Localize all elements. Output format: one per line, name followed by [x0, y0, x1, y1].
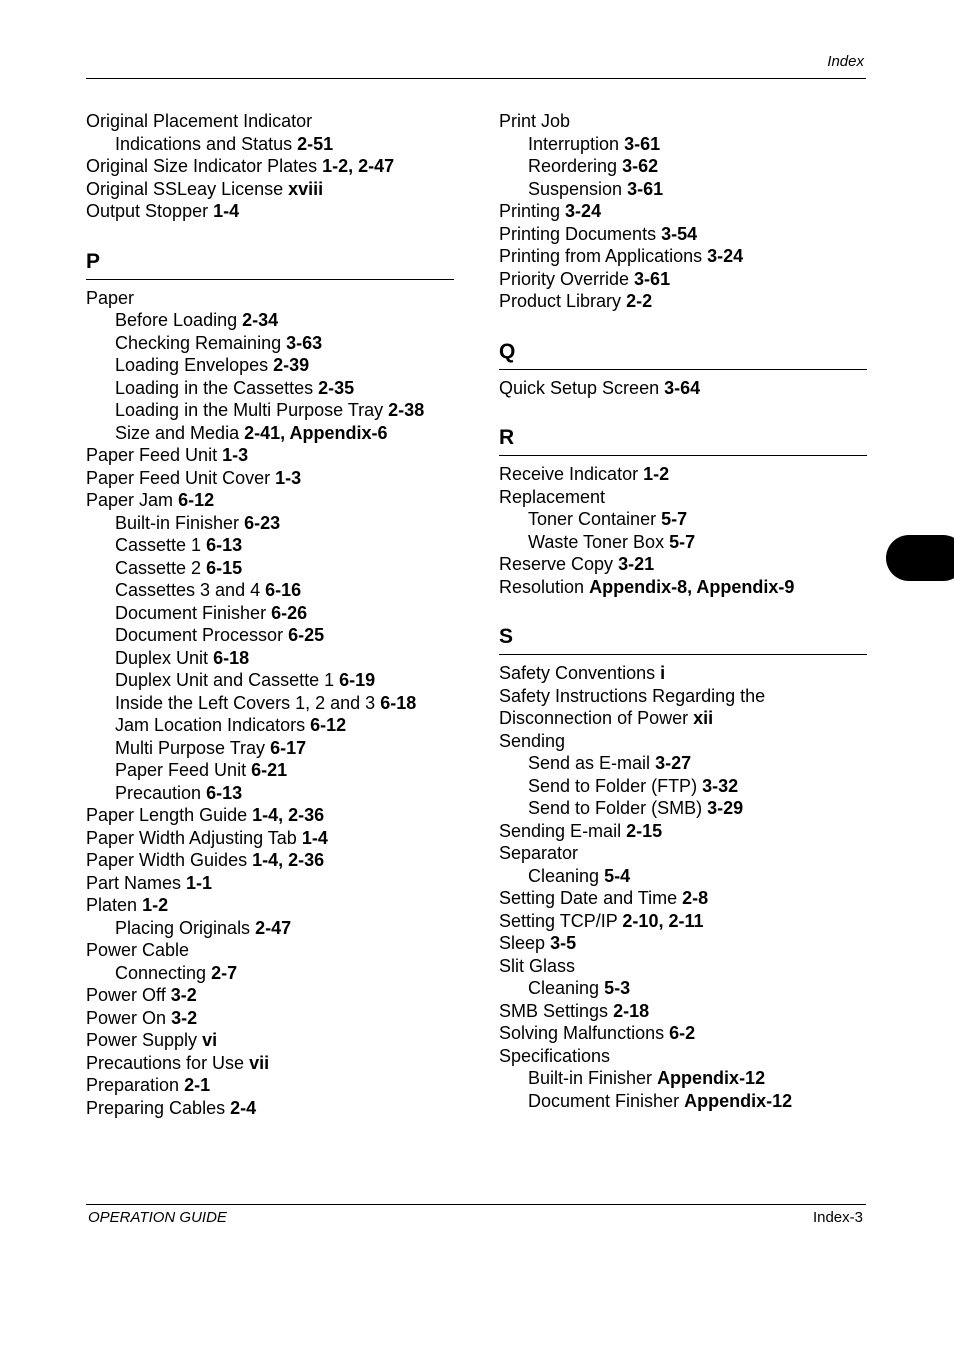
entry-page-ref: 6-2: [669, 1023, 696, 1043]
entry-page-ref: 3-64: [664, 377, 701, 398]
index-entry: [86, 872, 454, 895]
entry-term: Setting TCP/IP: [499, 910, 618, 931]
entry-page-ref: vii: [249, 1052, 270, 1073]
entry-term: Solving Malfunctions: [499, 1023, 665, 1043]
entry-term: Preparing Cables: [86, 1097, 226, 1118]
index-entry: [86, 178, 454, 201]
entry-page-ref: 3-21: [618, 554, 655, 574]
index-subentry: [86, 692, 454, 715]
entry-term: Slit Glass: [499, 955, 576, 976]
entry-page-ref: 6-17: [270, 737, 307, 758]
entry-page-ref: 3-61: [627, 178, 664, 199]
entry-page-ref: 2-10, 2-11: [622, 910, 704, 931]
index-entry: [86, 1007, 454, 1030]
entry-term: Original SSLeay License: [86, 178, 284, 199]
entry-page-ref: 2-8: [682, 888, 709, 908]
footer-page-number: Index-3: [812, 1209, 863, 1226]
index-subentry: [86, 714, 454, 737]
entry-term: Placing Originals: [115, 917, 251, 938]
index-subentry: [499, 178, 867, 201]
entry-term: Cleaning: [528, 865, 600, 886]
index-entry: [499, 245, 867, 268]
entry-term: Part Names: [86, 872, 182, 893]
entry-page-ref: 5-7: [669, 531, 696, 552]
entry-page-ref: 3-27: [655, 753, 692, 773]
index-entry: [86, 444, 454, 467]
index-letter-heading: S: [499, 625, 867, 655]
entry-term: Duplex Unit: [115, 647, 209, 668]
entry-page-ref: 3-62: [622, 156, 659, 176]
entry-term: Safety Instructions Regarding the: [499, 685, 766, 706]
index-subentry: [86, 624, 454, 647]
entry-page-ref: 2-7: [211, 962, 238, 983]
index-subentry: [499, 155, 867, 178]
index-entry: [86, 110, 454, 133]
index-entry: [499, 1000, 867, 1023]
index-entry: [499, 1022, 867, 1045]
entry-term: Waste Toner Box: [528, 531, 665, 552]
entry-page-ref: 5-7: [661, 509, 688, 529]
entry-term: Printing: [499, 201, 561, 221]
entry-term: Interruption: [528, 133, 620, 154]
index-column-right: [499, 110, 867, 1112]
entry-term: Document Processor: [115, 625, 284, 645]
index-entry: [499, 887, 867, 910]
index-subentry: [86, 737, 454, 760]
entry-page-ref: xviii: [288, 178, 324, 199]
index-subentry: [499, 775, 867, 798]
entry-page-ref: 3-63: [286, 332, 323, 353]
entry-page-ref: vi: [202, 1030, 218, 1050]
entry-term: Loading Envelopes: [115, 355, 269, 375]
index-entry: [499, 290, 867, 313]
entry-page-ref: 6-15: [206, 557, 243, 578]
entry-page-ref: 6-12: [178, 490, 215, 510]
index-entry: [499, 707, 867, 730]
index-entry: [499, 223, 867, 246]
entry-page-ref: 5-3: [604, 978, 631, 998]
entry-page-ref: 1-4, 2-36: [252, 805, 325, 825]
entry-page-ref: 2-39: [273, 355, 310, 375]
entry-page-ref: Appendix-8, Appendix-9: [589, 576, 795, 597]
entry-term: SMB Settings: [499, 1000, 609, 1021]
entry-page-ref: 3-61: [624, 133, 661, 154]
entry-term: Loading in the Cassettes: [115, 377, 314, 398]
index-entry: [499, 955, 867, 978]
index-subentry: [499, 865, 867, 888]
entry-term: Product Library: [499, 291, 622, 311]
index-letter-heading: R: [499, 426, 867, 456]
entry-term: Send to Folder (SMB): [528, 798, 703, 818]
index-subentry: [499, 133, 867, 156]
entry-page-ref: 2-47: [255, 917, 292, 938]
index-entry: [86, 894, 454, 917]
entry-term: Cassette 2: [115, 557, 202, 578]
entry-term: Suspension: [528, 178, 623, 199]
index-entry: [499, 576, 867, 599]
index-entry: [86, 200, 454, 223]
index-subentry: [86, 332, 454, 355]
entry-term: Toner Container: [528, 509, 657, 529]
entry-term: Document Finisher: [528, 1090, 680, 1111]
entry-page-ref: 1-2: [142, 895, 169, 915]
entry-term: Indications and Status: [115, 133, 293, 154]
index-entry: [86, 467, 454, 490]
index-entry: [86, 1097, 454, 1120]
entry-term: Printing Documents: [499, 223, 657, 244]
index-subentry: [499, 752, 867, 775]
index-subentry: [86, 422, 454, 445]
index-entry: [499, 730, 867, 753]
entry-page-ref: 2-38: [388, 400, 425, 420]
entry-term: Original Size Indicator Plates: [86, 156, 318, 176]
entry-page-ref: 6-19: [339, 670, 376, 690]
entry-page-ref: 2-34: [242, 310, 279, 330]
index-subentry: [499, 531, 867, 554]
entry-term: Before Loading: [115, 310, 238, 330]
index-entry: [499, 910, 867, 933]
index-entry: [499, 662, 867, 685]
index-entry: [499, 268, 867, 291]
entry-page-ref: 2-2: [626, 291, 653, 311]
entry-term: Safety Conventions: [499, 663, 656, 683]
index-entry: [86, 939, 454, 962]
entry-term: Specifications: [499, 1045, 611, 1066]
entry-term: Paper Width Adjusting Tab: [86, 827, 297, 848]
entry-page-ref: 3-24: [707, 246, 744, 266]
entry-term: Duplex Unit and Cassette 1: [115, 670, 335, 690]
entry-term: Precautions for Use: [86, 1052, 245, 1073]
index-subentry: [499, 797, 867, 820]
entry-term: Quick Setup Screen: [499, 377, 660, 398]
entry-term: Replacement: [499, 486, 606, 507]
entry-term: Precaution: [115, 782, 202, 803]
entry-term: Paper Feed Unit: [115, 760, 247, 780]
entry-page-ref: 6-26: [271, 602, 308, 623]
entry-term: Paper Feed Unit Cover: [86, 467, 271, 488]
entry-term: Power Supply: [86, 1030, 198, 1050]
entry-page-ref: 5-4: [604, 865, 631, 886]
entry-page-ref: 2-51: [297, 133, 334, 154]
index-subentry: [86, 377, 454, 400]
index-entry: [86, 804, 454, 827]
entry-term: Original Placement Indicator: [86, 111, 313, 131]
entry-page-ref: 3-29: [707, 798, 744, 818]
entry-term: Inside the Left Covers 1, 2 and 3: [115, 692, 376, 713]
entry-term: Loading in the Multi Purpose Tray: [115, 400, 384, 420]
index-entry: [499, 553, 867, 576]
index-entry: [499, 685, 867, 708]
entry-page-ref: 3-2: [170, 985, 197, 1005]
entry-term: Paper: [86, 287, 135, 308]
entry-page-ref: Appendix-12: [684, 1090, 793, 1111]
entry-term: Connecting: [115, 962, 207, 983]
entry-page-ref: 2-35: [318, 377, 355, 398]
entry-term: Receive Indicator: [499, 464, 639, 484]
index-column-left: [86, 110, 454, 1119]
entry-term: Disconnection of Power: [499, 708, 689, 728]
index-entry: [86, 155, 454, 178]
index-letter-heading: P: [86, 250, 454, 280]
entry-term: Multi Purpose Tray: [115, 737, 266, 758]
index-subentry: [499, 508, 867, 531]
entry-page-ref: i: [660, 663, 666, 683]
entry-term: Sending: [499, 730, 566, 751]
entry-term: Reordering: [528, 156, 618, 176]
entry-term: Printing from Applications: [499, 246, 703, 266]
entry-term: Built-in Finisher: [528, 1068, 653, 1088]
entry-term: Resolution: [499, 576, 585, 597]
entry-page-ref: 6-16: [265, 580, 302, 600]
index-entry: [499, 486, 867, 509]
entry-page-ref: 6-25: [288, 625, 325, 645]
entry-page-ref: 1-1: [186, 872, 213, 893]
index-subentry: [86, 557, 454, 580]
index-subentry: [499, 977, 867, 1000]
index-subentry: [86, 759, 454, 782]
index-entry: [86, 287, 454, 310]
entry-term: Cassette 1: [115, 535, 202, 555]
entry-term: Size and Media: [115, 422, 240, 443]
entry-term: Power Cable: [86, 940, 190, 960]
entry-term: Sending E-mail: [499, 820, 622, 841]
index-subentry: [86, 309, 454, 332]
index-subentry: [86, 354, 454, 377]
footer-guide-title: OPERATION GUIDE: [88, 1209, 227, 1226]
index-subentry: [86, 669, 454, 692]
entry-term: Priority Override: [499, 268, 630, 289]
index-subentry: [86, 133, 454, 156]
entry-term: Preparation: [86, 1075, 180, 1095]
entry-term: Setting Date and Time: [499, 888, 678, 908]
index-subentry: [499, 1067, 867, 1090]
entry-page-ref: 6-18: [380, 692, 417, 713]
entry-page-ref: 6-18: [213, 647, 250, 668]
entry-page-ref: 3-54: [661, 223, 698, 244]
index-entry: [499, 1045, 867, 1068]
index-entry: [499, 842, 867, 865]
index-entry: [499, 820, 867, 843]
page-header: [86, 52, 866, 79]
entry-page-ref: 1-3: [222, 445, 249, 465]
entry-page-ref: 6-21: [251, 760, 288, 780]
entry-page-ref: 2-41, Appendix-6: [244, 422, 388, 443]
index-entry: [499, 110, 867, 133]
index-subentry: [86, 534, 454, 557]
entry-term: Document Finisher: [115, 602, 267, 623]
index-entry: [86, 1074, 454, 1097]
entry-term: Paper Width Guides: [86, 850, 248, 870]
entry-page-ref: 1-4: [301, 827, 328, 848]
entry-term: Output Stopper: [86, 201, 209, 221]
entry-term: Cleaning: [528, 978, 600, 998]
entry-term: Platen: [86, 895, 138, 915]
index-letter-heading: Q: [499, 340, 867, 370]
index-subentry: [86, 647, 454, 670]
entry-page-ref: Appendix-12: [657, 1068, 766, 1088]
index-entry: [86, 1052, 454, 1075]
index-subentry: [86, 917, 454, 940]
entry-term: Built-in Finisher: [115, 512, 240, 533]
entry-page-ref: 2-18: [613, 1000, 650, 1021]
entry-page-ref: 3-2: [171, 1007, 198, 1028]
entry-page-ref: 3-24: [565, 201, 602, 221]
entry-page-ref: 3-5: [550, 933, 577, 953]
index-entry: [499, 200, 867, 223]
index-entry: [86, 1029, 454, 1052]
entry-page-ref: 6-13: [206, 535, 243, 555]
entry-term: Reserve Copy: [499, 554, 614, 574]
index-entry: [86, 827, 454, 850]
index-subentry: [86, 512, 454, 535]
entry-page-ref: 3-32: [702, 775, 739, 796]
entry-page-ref: 1-3: [275, 467, 302, 488]
entry-term: Sleep: [499, 933, 546, 953]
index-entry: [499, 377, 867, 400]
index-subentry: [499, 1090, 867, 1113]
entry-term: Paper Jam: [86, 490, 174, 510]
index-entry: [86, 984, 454, 1007]
entry-term: Separator: [499, 843, 579, 863]
entry-page-ref: 1-4, 2-36: [252, 850, 325, 870]
entry-term: Paper Feed Unit: [86, 445, 218, 465]
entry-term: Power On: [86, 1007, 167, 1028]
entry-term: Send to Folder (FTP): [528, 775, 698, 796]
index-entry: [86, 489, 454, 512]
chapter-tab: [886, 535, 954, 581]
entry-page-ref: 6-12: [310, 715, 347, 735]
entry-page-ref: 1-2, 2-47: [322, 156, 395, 176]
entry-page-ref: 1-4: [213, 201, 240, 221]
entry-page-ref: 2-1: [184, 1075, 211, 1095]
index-entry: [499, 932, 867, 955]
entry-page-ref: 1-2: [643, 464, 670, 484]
index-subentry: [86, 962, 454, 985]
entry-page-ref: 6-13: [206, 782, 243, 803]
entry-term: Checking Remaining: [115, 332, 282, 353]
entry-term: Send as E-mail: [528, 753, 651, 773]
index-subentry: [86, 579, 454, 602]
entry-page-ref: xii: [693, 708, 714, 728]
entry-page-ref: 2-15: [626, 820, 663, 841]
index-entry: [499, 463, 867, 486]
index-subentry: [86, 602, 454, 625]
entry-term: Print Job: [499, 111, 571, 131]
index-subentry: [86, 399, 454, 422]
entry-term: Jam Location Indicators: [115, 715, 306, 735]
entry-page-ref: 2-4: [230, 1097, 257, 1118]
entry-term: Power Off: [86, 985, 166, 1005]
entry-term: Cassettes 3 and 4: [115, 580, 261, 600]
entry-page-ref: 3-61: [634, 268, 671, 289]
entry-term: Paper Length Guide: [86, 805, 248, 825]
header-title: Index: [827, 53, 864, 70]
index-subentry: [86, 782, 454, 805]
entry-page-ref: 6-23: [244, 512, 281, 533]
page-footer: [86, 1204, 866, 1226]
index-entry: [86, 849, 454, 872]
